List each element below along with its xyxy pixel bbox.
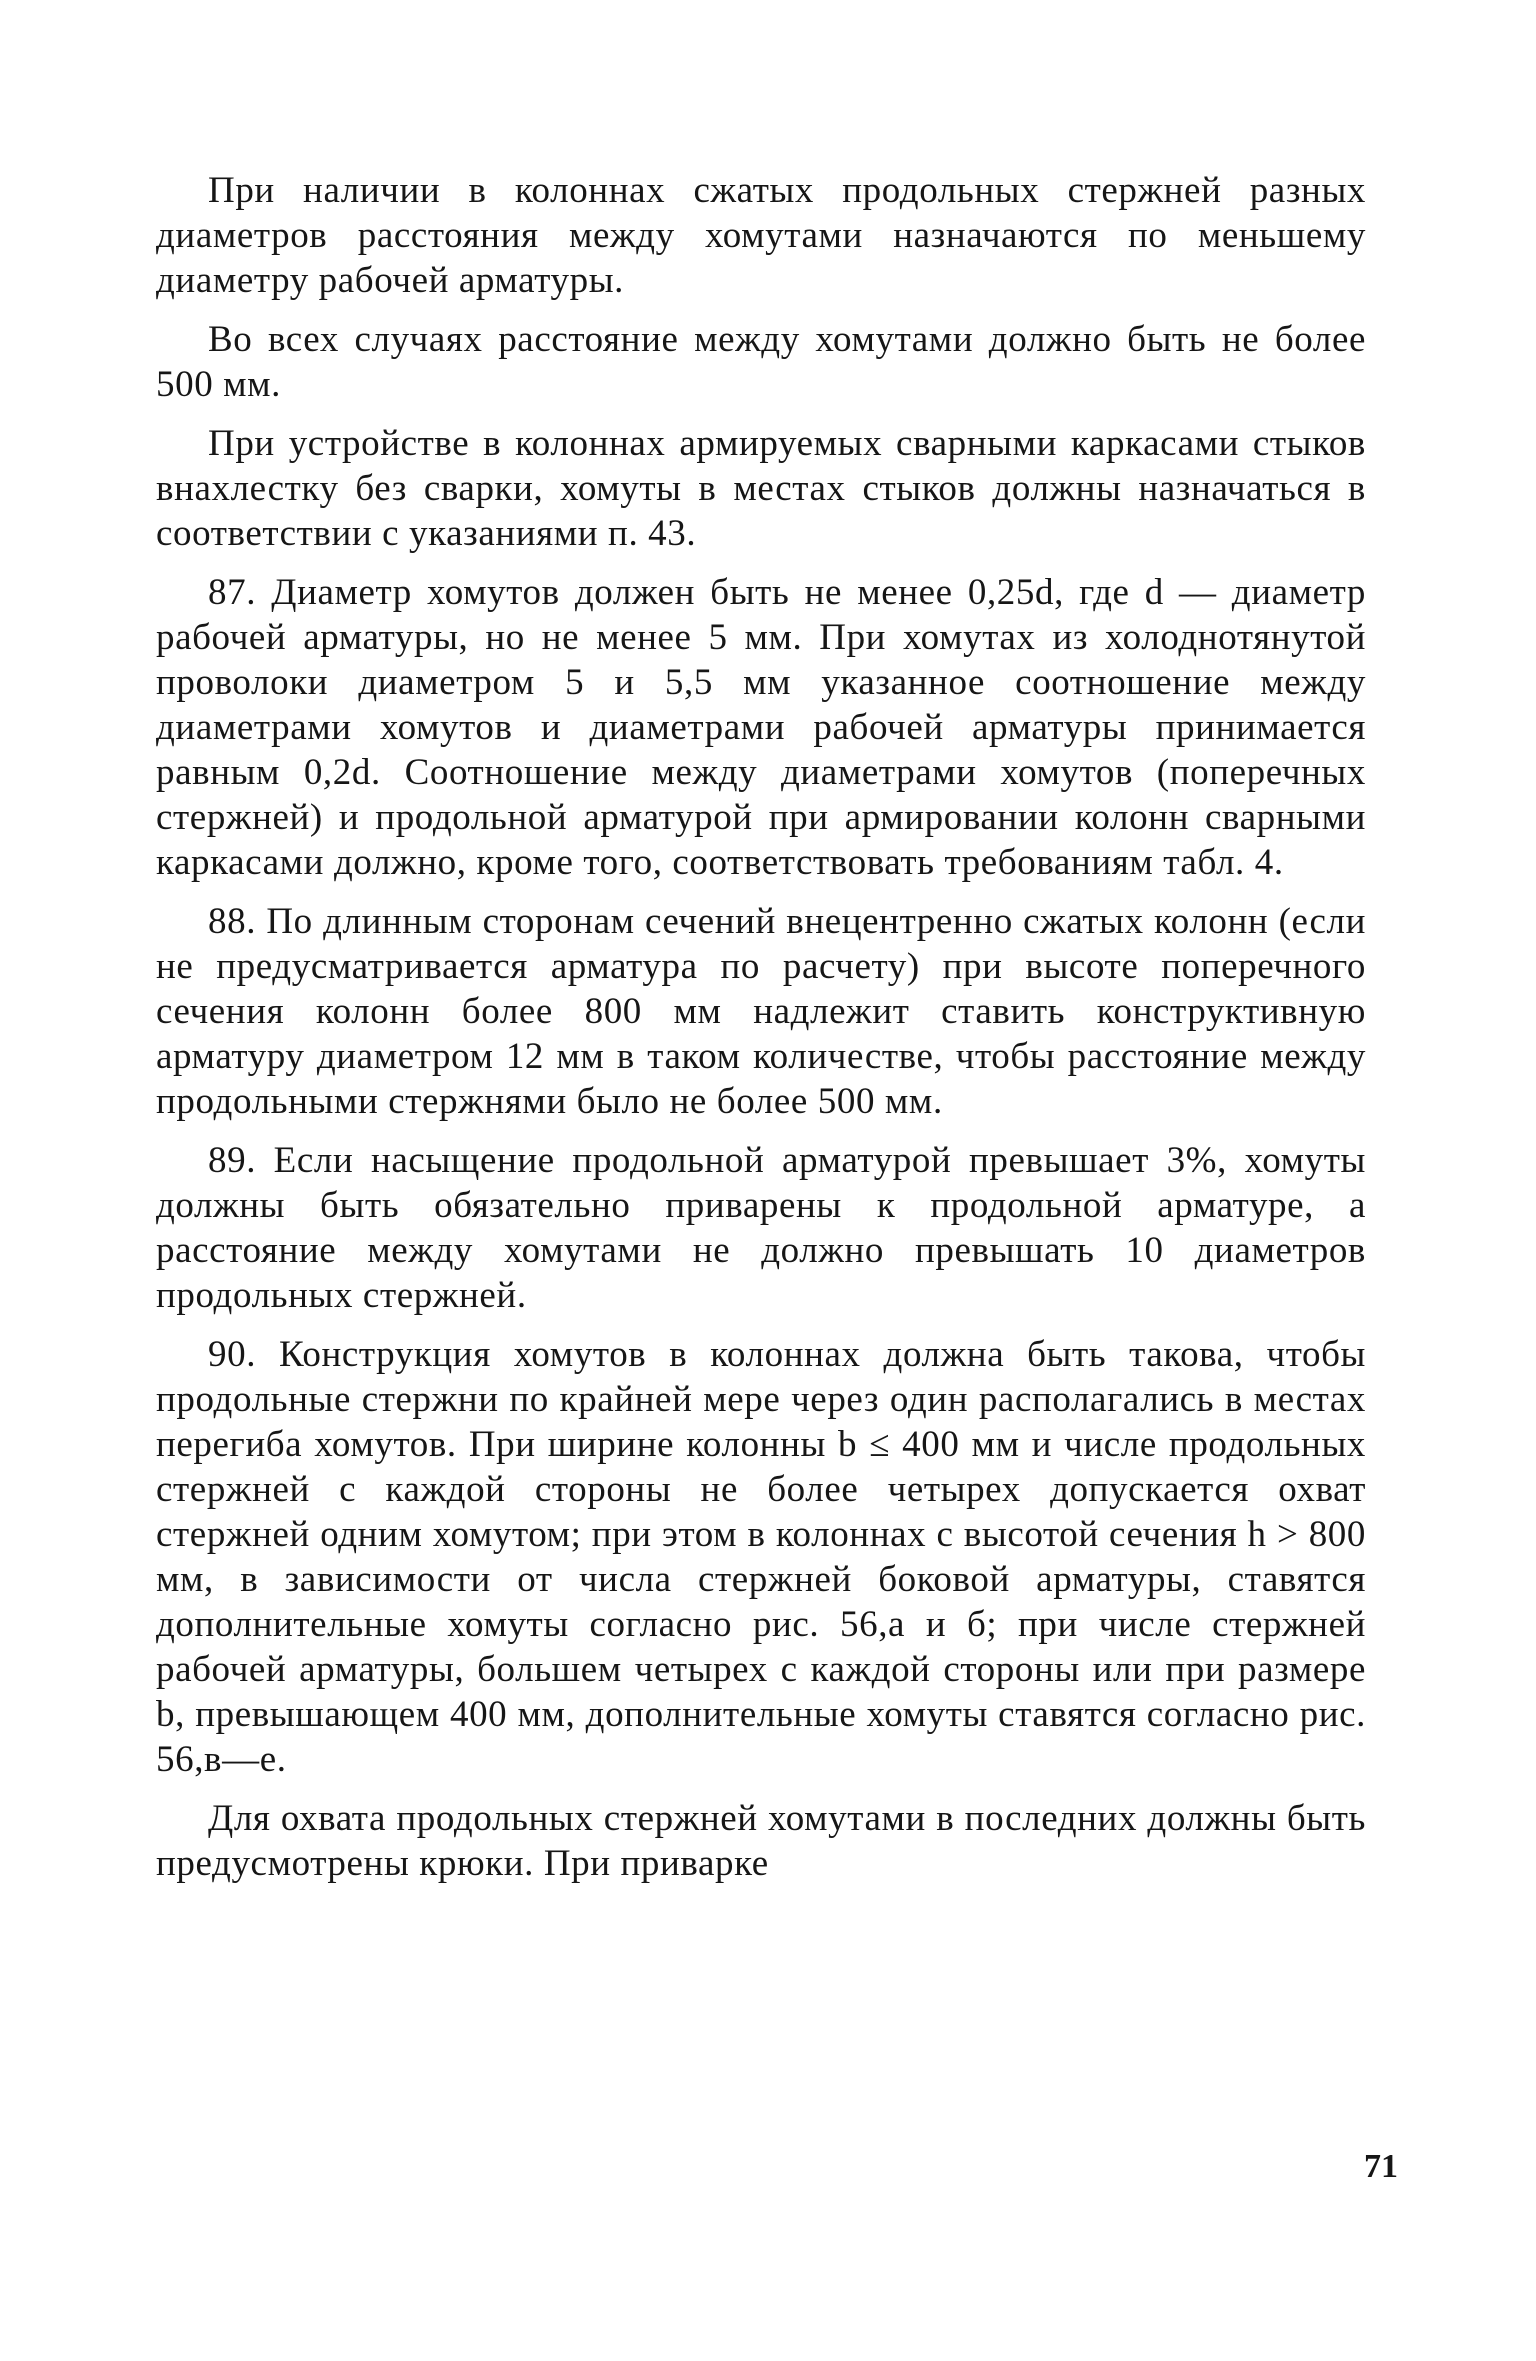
paragraph-max-spacing: Во всех случаях расстояние между хомутами должно быть не более 500 мм. [156, 319, 1366, 405]
paragraph-clause-89: 89. Если насыщение продольной арматурой превышает 3%, хомуты должны быть обязательно приварены к продольной арматуре, а расстояние между хомутами не должно превышать 10 диаметров продольных стержней. [156, 1140, 1366, 1316]
paragraph-lap-joints: При устройстве в колоннах армируемых сварными каркасами стыков внахлестку без сварки, хомуты в местах стыков должны назначаться в соответствии с указаниями п. 43. [156, 423, 1366, 554]
body-text [156, 168, 1366, 1886]
page-number: 71 [1364, 2148, 1398, 2185]
paragraph-clause-90: 90. Конструкция хомутов в колоннах должна быть такова, чтобы продольные стержни по крайней мере через один располагались в местах перегиба хомутов. При ширине колонны b ≤ 400 мм и числе продольных стержней с каждой стороны не более четырех допускается охват стержней одним хомутом; при этом в колоннах с высотой сечения h > 800 мм, в зависимости от числа стержней боковой арматуры, ставятся дополнительные хомуты согласно рис. 56,а и б; при числе стержней рабочей арматуры, большем четырех с каждой стороны или при размере b, превышающем 400 мм, дополнительные хомуты ставятся согласно рис. 56,в—е. [156, 1334, 1366, 1780]
paragraph-clause-87: 87. Диаметр хомутов должен быть не менее 0,25d, где d — диаметр рабочей арматуры, но не менее 5 мм. При хомутах из холоднотянутой проволоки диаметром 5 и 5,5 мм указанное соотношение между диаметрами хомутов и диаметрами рабочей арматуры принимается равным 0,2d. Соотношение между диаметрами хомутов (поперечных стержней) и продольной арматурой при армировании колонн сварными каркасами должно, кроме того, соответствовать требованиям табл. 4. [156, 572, 1366, 883]
paragraph-stirrup-spacing-diameters: При наличии в колоннах сжатых продольных стержней разных диаметров расстояния между хомутами назначаются по меньшему диаметру рабочей арматуры. [156, 170, 1366, 301]
paragraph-clause-88: 88. По длинным сторонам сечений внецентренно сжатых колонн (если не предусматривается арматура по расчету) при высоте поперечного сечения колонн более 800 мм надлежит ставить конструктивную арматуру диаметром 12 мм в таком количестве, чтобы расстояние между продольными стержнями было не более 500 мм. [156, 901, 1366, 1122]
paragraph-hooks: Для охвата продольных стержней хомутами в последних должны быть предусмотрены крюки. При приварке [156, 1798, 1366, 1884]
